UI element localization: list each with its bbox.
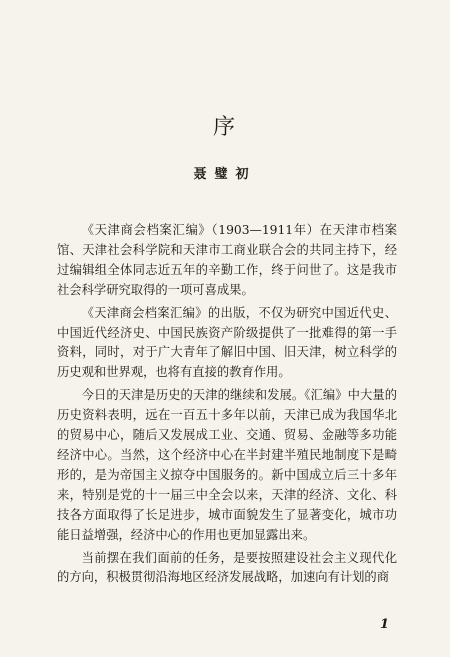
paragraph: 《天津商会档案汇编》（1903—1911年）在天津市档案馆、天津社会科学院和天津市工商业联合会的共同主持下，经过编辑组全体同志近五年的辛勤工作，终于问世了。这是我市社会科学研究取得的一项可喜成果。 (57, 223, 397, 297)
paragraph: 《天津商会档案汇编》的出版，不仅为研究中国近代史、中国近代经济史、中国民族资产阶级提供了一批难得的第一手资料，同时，对于广大青年了解旧中国、旧天津，树立科学的历史观和世界观，也将有直接的教育作用。 (57, 305, 397, 380)
page-number: 1 (379, 617, 389, 632)
page-title: 序 (212, 115, 237, 140)
body-text (57, 221, 397, 591)
paragraph: 今日的天津是历史的天津的继续和发展。《汇编》中大量的历史资料表明，远在一百五十多年以前，天津已成为我国华北的贸易中心，随后又发展成工业、交通、贸易、金融等多功能经济中心。当然，这个经济中心在半封建半殖民地制度下是畸形的，是为帝国主义掠夺中国服务的。新中国成立后三十多年来，特别是党的十一届三中全会以来，天津的经济、文化、科技各方面取得了长足进步，城市面貌发生了显著变化，城市功能日益增强，经济中心的作用也更加显露出来。 (57, 388, 397, 542)
author-name: 聂璧初 (193, 167, 257, 182)
paragraph: 当前摆在我们面前的任务，是要按照建设社会主义现代化的方向，积极贯彻沿海地区经济发展战略，加速向有计划的商 (57, 550, 397, 585)
